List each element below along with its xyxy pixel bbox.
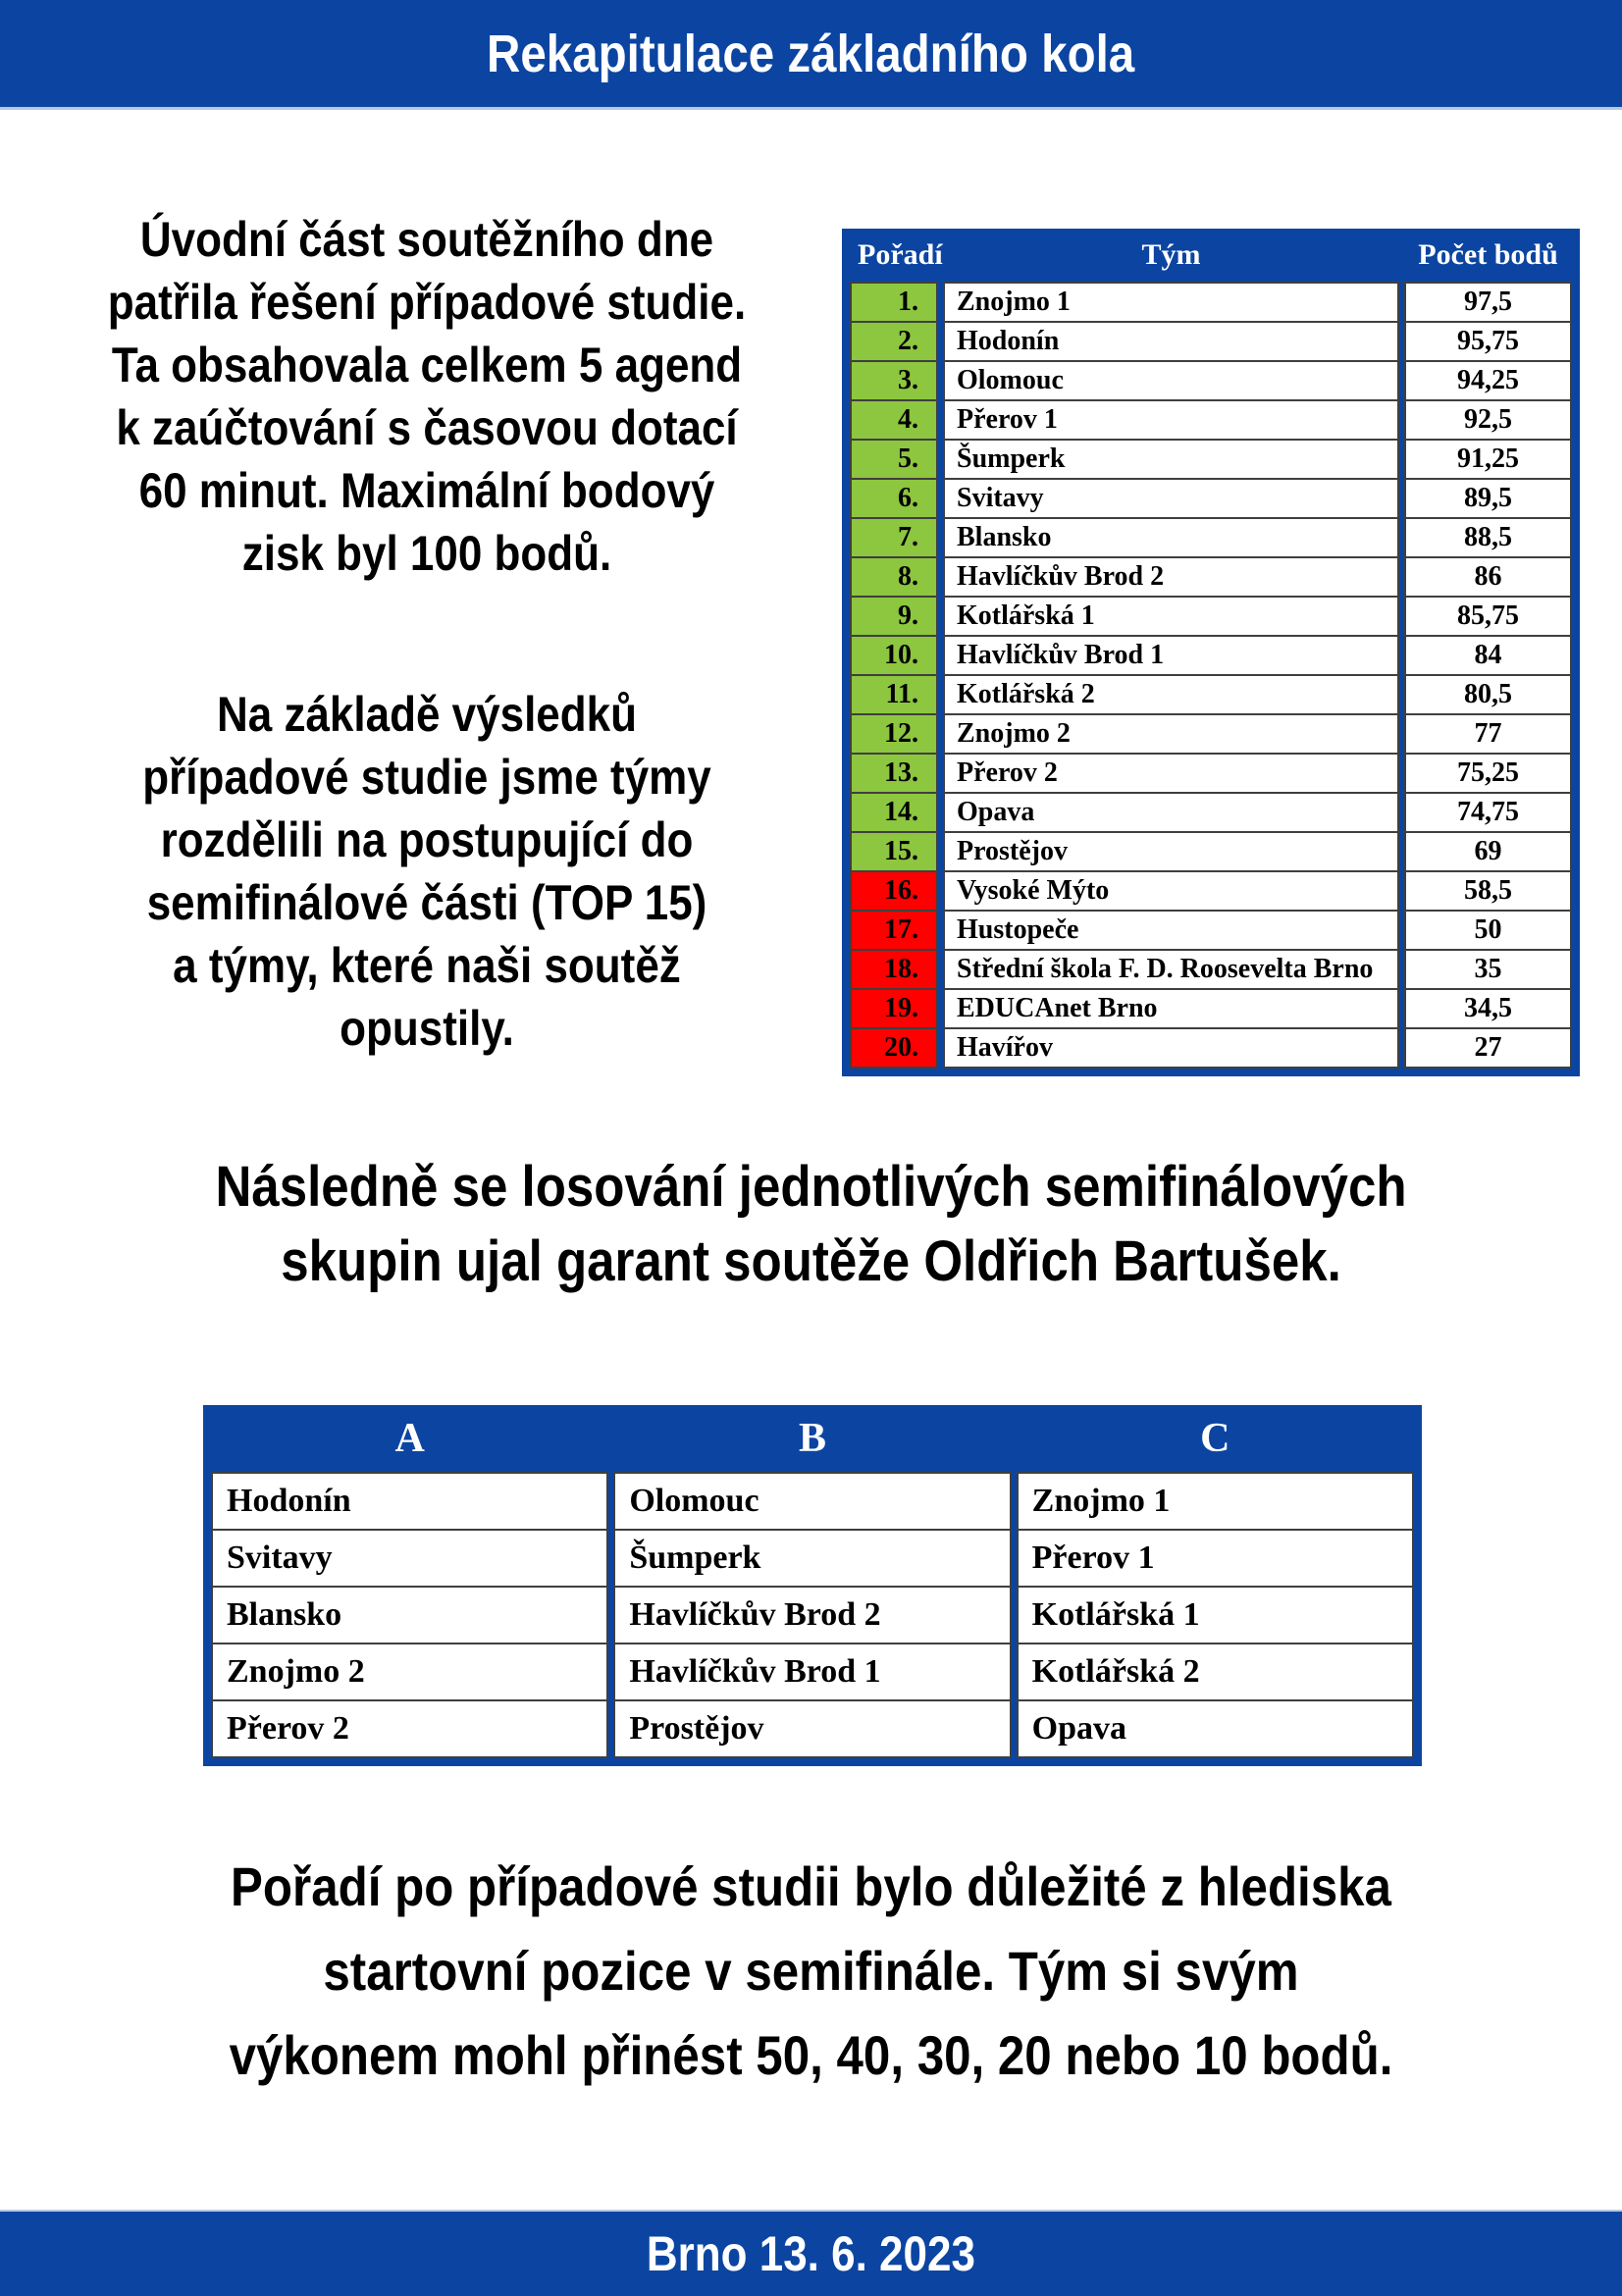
ranking-row	[850, 674, 1572, 715]
ranking-table-header	[850, 229, 1572, 282]
ranking-row	[850, 399, 1572, 441]
ranking-table-body	[850, 282, 1572, 1069]
team-cell: Střední škola F. D. Roosevelta Brno	[943, 949, 1399, 990]
group-team-cell: Blansko	[211, 1586, 608, 1644]
header-bar	[0, 0, 1622, 110]
group-row	[211, 1643, 1414, 1701]
col-header-points: Počet bodů	[1418, 238, 1558, 271]
rank-cell: 4.	[850, 399, 938, 441]
team-cell: Znojmo 2	[943, 713, 1399, 755]
text-line: Na základě výsledků	[216, 687, 638, 742]
text-line: Úvodní část soutěžního dne	[139, 212, 714, 267]
ranking-row	[850, 596, 1572, 637]
team-cell: Hustopeče	[943, 910, 1399, 951]
ranking-row	[850, 792, 1572, 833]
groups-table	[203, 1405, 1422, 1766]
group-team-cell: Znojmo 1	[1017, 1472, 1414, 1531]
points-cell: 85,75	[1404, 596, 1572, 637]
rank-cell: 9.	[850, 596, 938, 637]
group-row	[211, 1529, 1414, 1588]
rank-cell: 5.	[850, 439, 938, 480]
ranking-table	[842, 229, 1580, 1076]
team-cell: Svitavy	[943, 478, 1399, 519]
ranking-row	[850, 635, 1572, 676]
ranking-row	[850, 439, 1572, 480]
group-team-cell: Prostějov	[613, 1699, 1011, 1758]
points-cell: 92,5	[1404, 399, 1572, 441]
text-line: opustily.	[340, 1001, 514, 1056]
team-cell: Přerov 2	[943, 753, 1399, 794]
group-team-cell: Havlíčkův Brod 1	[613, 1643, 1011, 1701]
col-header-rank: Pořadí	[858, 238, 943, 271]
rank-cell: 17.	[850, 910, 938, 951]
footer-bar	[0, 2210, 1622, 2296]
team-cell: Šumperk	[943, 439, 1399, 480]
points-cell: 77	[1404, 713, 1572, 755]
team-cell: EDUCAnet Brno	[943, 988, 1399, 1029]
points-cell: 97,5	[1404, 282, 1572, 323]
text-line: rozdělili na postupující do	[160, 812, 694, 867]
text-line: výkonem mohl přinést 50, 40, 30, 20 nebo 10 bodů.	[229, 2024, 1393, 2086]
ranking-row	[850, 282, 1572, 323]
text-line: Následně se losování jednotlivých semifinálových	[215, 1155, 1407, 1219]
scoring-text	[97, 1845, 1525, 2098]
group-team-cell: Opava	[1017, 1699, 1414, 1758]
group-team-cell: Havlíčkův Brod 2	[613, 1586, 1011, 1644]
group-team-cell: Kotlářská 2	[1017, 1643, 1414, 1701]
ranking-row	[850, 478, 1572, 519]
points-cell: 35	[1404, 949, 1572, 990]
text-line: skupin ujal garant soutěže Oldřich Bartušek.	[281, 1229, 1341, 1293]
points-cell: 58,5	[1404, 870, 1572, 912]
group-team-cell: Olomouc	[613, 1472, 1011, 1531]
points-cell: 50	[1404, 910, 1572, 951]
ranking-row	[850, 321, 1572, 362]
points-cell: 27	[1404, 1027, 1572, 1069]
rank-cell: 18.	[850, 949, 938, 990]
ranking-row	[850, 870, 1572, 912]
footer-date: Brno 13. 6. 2023	[646, 2226, 976, 2281]
group-row	[211, 1586, 1414, 1644]
rank-cell: 1.	[850, 282, 938, 323]
ranking-row	[850, 556, 1572, 598]
text-line: zisk byl 100 bodů.	[241, 526, 612, 581]
team-cell: Prostějov	[943, 831, 1399, 872]
split-paragraph	[73, 683, 781, 1060]
ranking-row	[850, 831, 1572, 872]
rank-cell: 12.	[850, 713, 938, 755]
rank-cell: 7.	[850, 517, 938, 558]
rank-cell: 8.	[850, 556, 938, 598]
group-column-header: A	[394, 1416, 425, 1461]
groups-table-body	[211, 1472, 1414, 1758]
ranking-row	[850, 1027, 1572, 1069]
text-line: 60 minut. Maximální bodový	[138, 463, 715, 518]
draw-text	[97, 1150, 1525, 1299]
ranking-row	[850, 360, 1572, 401]
ranking-row	[850, 753, 1572, 794]
points-cell: 74,75	[1404, 792, 1572, 833]
points-cell: 89,5	[1404, 478, 1572, 519]
group-team-cell: Kotlářská 1	[1017, 1586, 1414, 1644]
rank-cell: 15.	[850, 831, 938, 872]
team-cell: Opava	[943, 792, 1399, 833]
rank-cell: 10.	[850, 635, 938, 676]
group-team-cell: Svitavy	[211, 1529, 608, 1588]
points-cell: 75,25	[1404, 753, 1572, 794]
team-cell: Havlíčkův Brod 1	[943, 635, 1399, 676]
rank-cell: 14.	[850, 792, 938, 833]
points-cell: 34,5	[1404, 988, 1572, 1029]
intro-text-block	[73, 208, 781, 1060]
ranking-row	[850, 517, 1572, 558]
points-cell: 94,25	[1404, 360, 1572, 401]
group-row	[211, 1699, 1414, 1758]
page-title: Rekapitulace základního kola	[487, 24, 1135, 83]
group-team-cell: Přerov 1	[1017, 1529, 1414, 1588]
rank-cell: 13.	[850, 753, 938, 794]
group-team-cell: Šumperk	[613, 1529, 1011, 1588]
text-line: semifinálové části (TOP 15)	[146, 875, 707, 930]
team-cell: Kotlářská 1	[943, 596, 1399, 637]
text-line: k zaúčtování s časovou dotací	[116, 400, 738, 455]
points-cell: 88,5	[1404, 517, 1572, 558]
team-cell: Havířov	[943, 1027, 1399, 1069]
team-cell: Hodonín	[943, 321, 1399, 362]
text-line: případové studie jsme týmy	[142, 750, 711, 805]
points-cell: 91,25	[1404, 439, 1572, 480]
points-cell: 69	[1404, 831, 1572, 872]
groups-table-header	[211, 1405, 1414, 1472]
group-column-header: B	[798, 1416, 826, 1461]
rank-cell: 3.	[850, 360, 938, 401]
rank-cell: 19.	[850, 988, 938, 1029]
text-line: Pořadí po případové studii bylo důležité z hlediska	[231, 1855, 1391, 1917]
team-cell: Vysoké Mýto	[943, 870, 1399, 912]
team-cell: Kotlářská 2	[943, 674, 1399, 715]
text-line: patřila řešení případové studie.	[107, 275, 747, 330]
points-cell: 95,75	[1404, 321, 1572, 362]
rank-cell: 16.	[850, 870, 938, 912]
team-cell: Přerov 1	[943, 399, 1399, 441]
group-team-cell: Hodonín	[211, 1472, 608, 1531]
points-cell: 80,5	[1404, 674, 1572, 715]
team-cell: Olomouc	[943, 360, 1399, 401]
group-column-header: C	[1200, 1416, 1230, 1461]
rank-cell: 11.	[850, 674, 938, 715]
ranking-row	[850, 988, 1572, 1029]
rank-cell: 6.	[850, 478, 938, 519]
points-cell: 84	[1404, 635, 1572, 676]
ranking-row	[850, 713, 1572, 755]
text-line: a týmy, které naši soutěž	[173, 938, 681, 993]
group-team-cell: Znojmo 2	[211, 1643, 608, 1701]
intro-paragraph	[73, 208, 781, 585]
points-cell: 86	[1404, 556, 1572, 598]
team-cell: Blansko	[943, 517, 1399, 558]
rank-cell: 2.	[850, 321, 938, 362]
team-cell: Znojmo 1	[943, 282, 1399, 323]
text-line: Ta obsahovala celkem 5 agend	[111, 338, 743, 392]
rank-cell: 20.	[850, 1027, 938, 1069]
group-team-cell: Přerov 2	[211, 1699, 608, 1758]
team-cell: Havlíčkův Brod 2	[943, 556, 1399, 598]
col-header-team: Tým	[1141, 238, 1201, 271]
ranking-row	[850, 910, 1572, 951]
text-line: startovní pozice v semifinále. Tým si svým	[323, 1940, 1299, 2002]
ranking-row	[850, 949, 1572, 990]
group-row	[211, 1472, 1414, 1531]
